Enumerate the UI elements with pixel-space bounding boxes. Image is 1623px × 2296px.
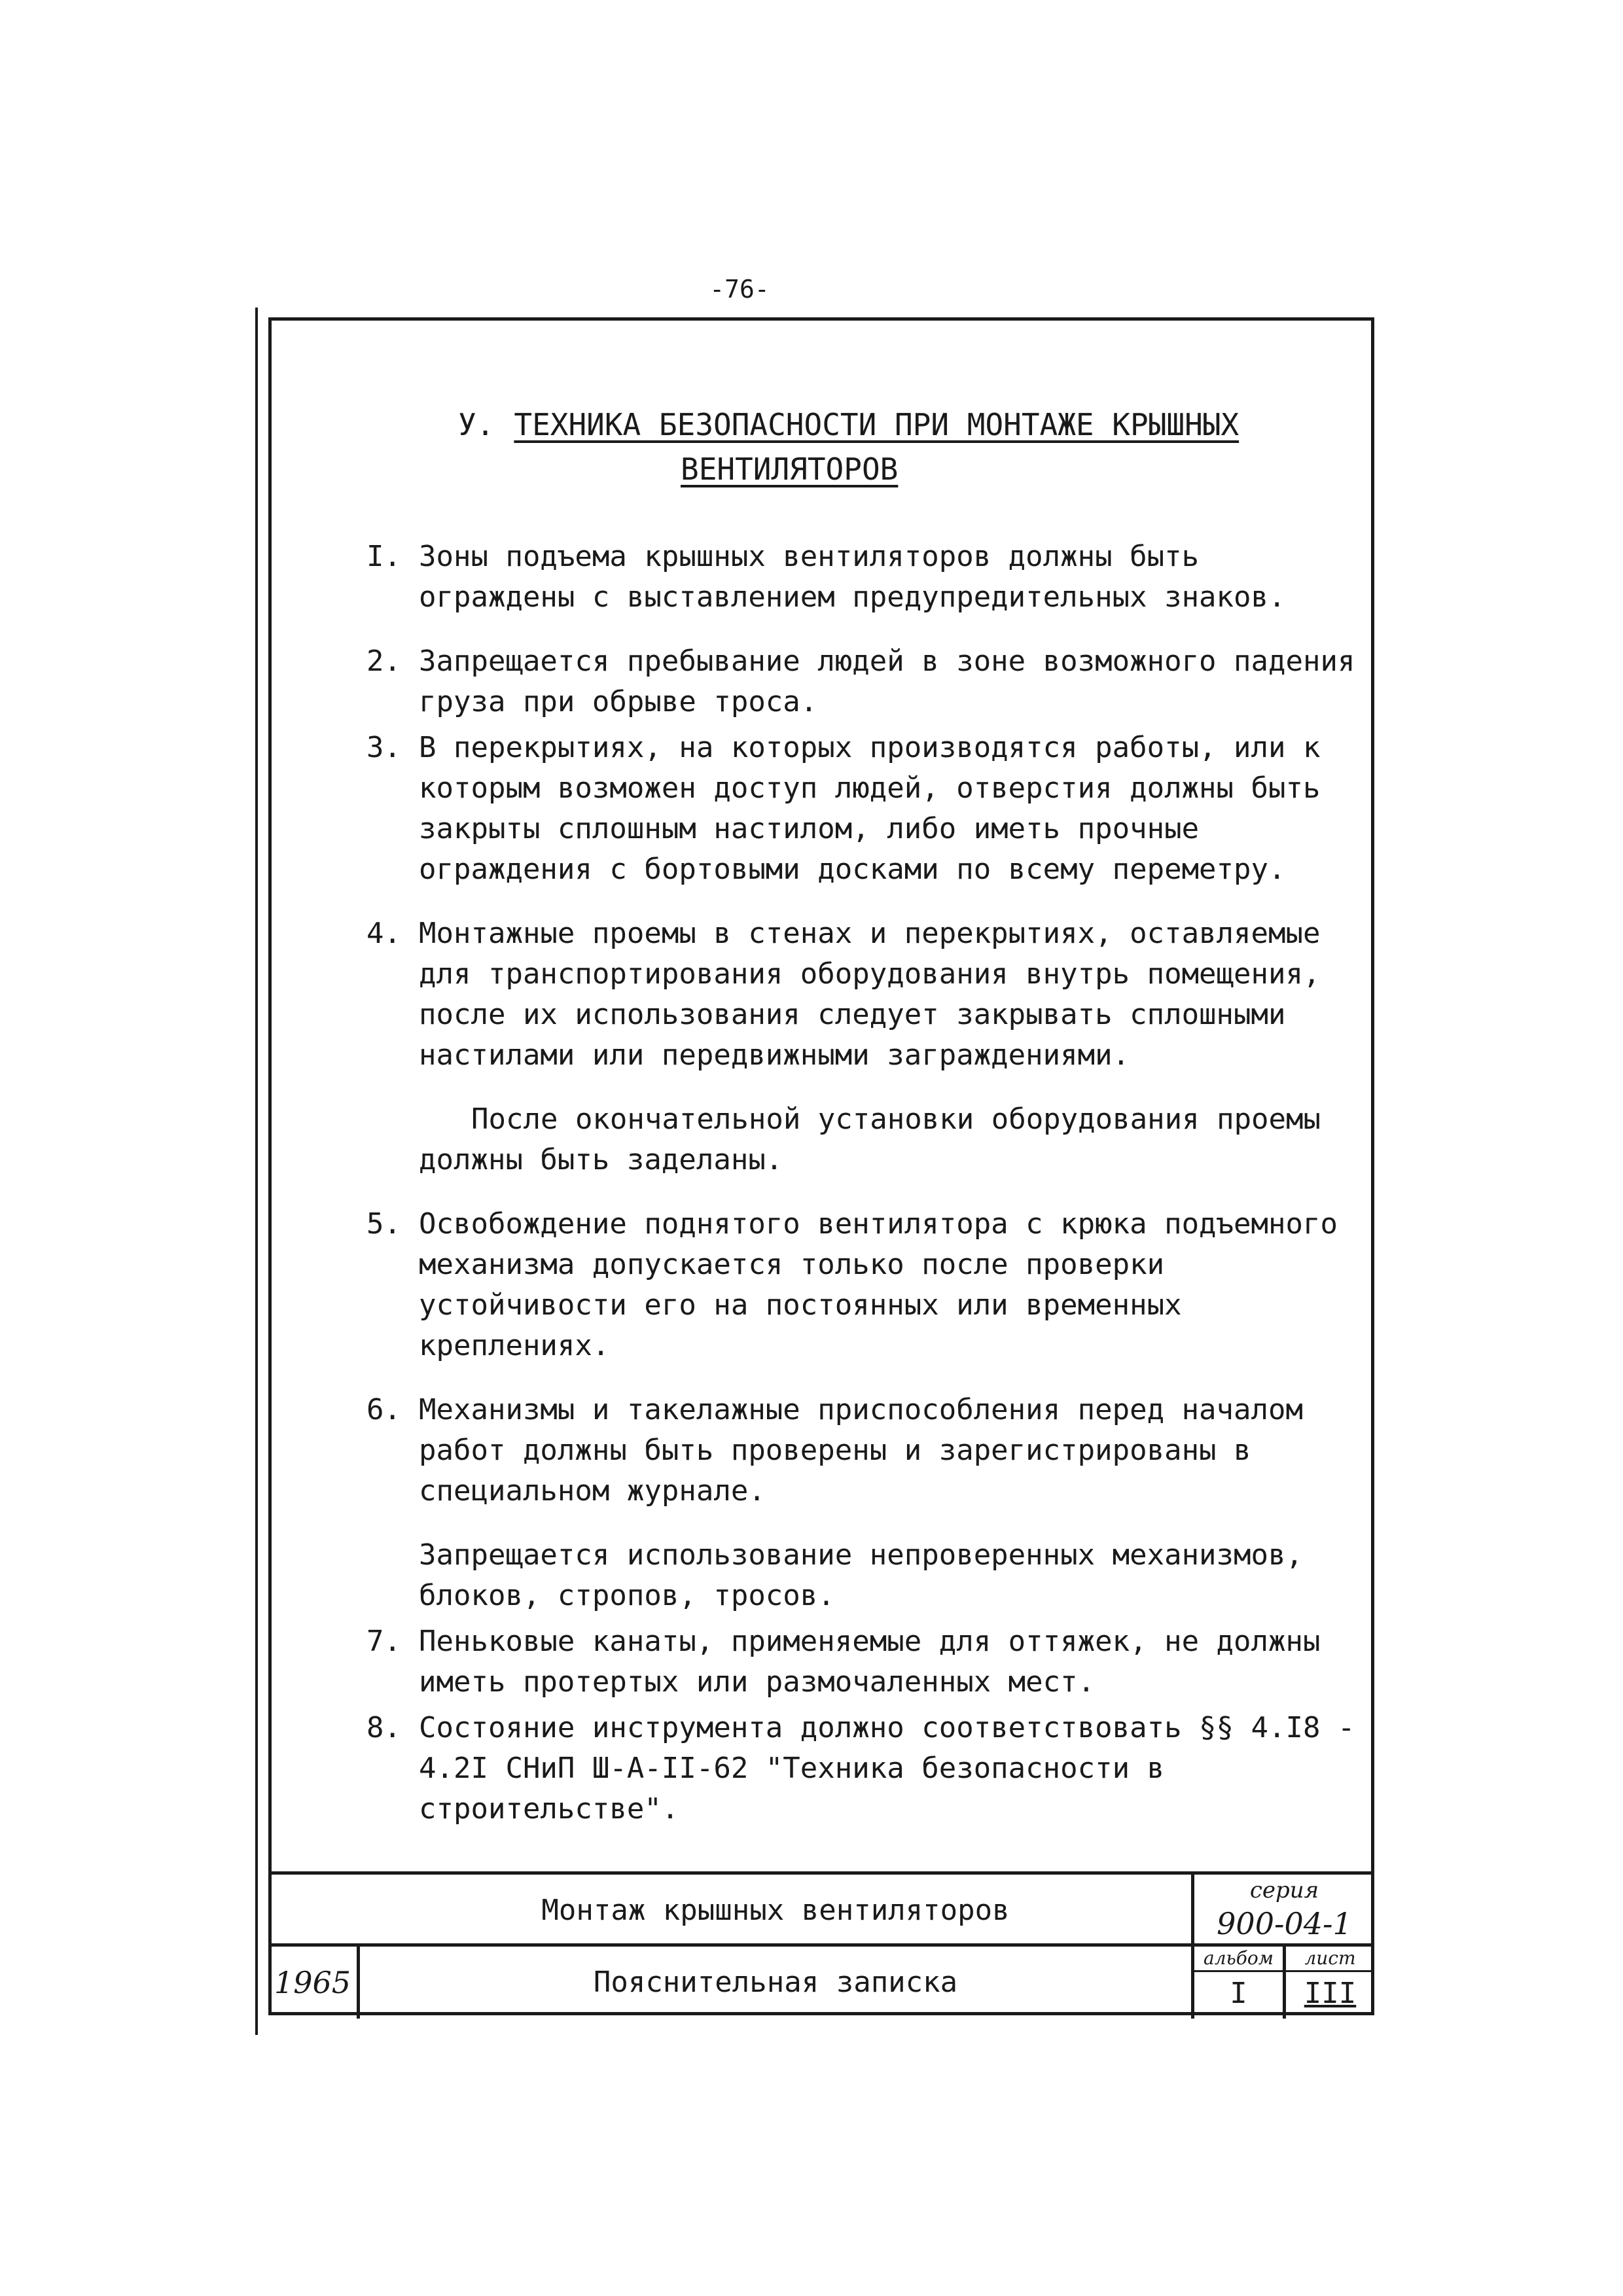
section-heading bbox=[458, 402, 1309, 491]
title-block bbox=[268, 1871, 1374, 2015]
item-text: Зоны подъема крышных вентиляторов должны быть ограждены с выставлением предупредительных знаков. bbox=[419, 540, 1286, 614]
album-label: альбом bbox=[1194, 1947, 1283, 1972]
item-number: 2. bbox=[366, 645, 401, 678]
left-margin-rule bbox=[255, 308, 258, 2035]
title-block-year: 1965 bbox=[268, 1947, 360, 2019]
item-number: 7. bbox=[366, 1625, 401, 1658]
list-item bbox=[366, 1204, 1368, 1366]
item-number: 6. bbox=[366, 1393, 401, 1426]
item-text: Состояние инструмента должно соответствовать §§ 4.I8 - 4.2I СНиП Ш-А-II-62 "Техника безопасности в строительстве". bbox=[419, 1711, 1355, 1826]
list-item bbox=[366, 1708, 1368, 1829]
list-item bbox=[366, 913, 1368, 1076]
item-text: Освобождение поднятого вентилятора с крюка подъемного механизма допускается только после проверки устойчивости его на постоянных или временных креплениях. bbox=[419, 1207, 1338, 1362]
series-label: серия bbox=[1249, 1877, 1319, 1903]
item-number: I. bbox=[366, 540, 401, 573]
sheet-cell bbox=[1286, 1947, 1374, 2019]
item-text: В перекрытиях, на которых производятся работы, или к которым возможен доступ людей, отверстия должны быть закрыты сплошным настилом, либо иметь прочные ограждения с бортовыми досками по всему перeметру. bbox=[419, 731, 1321, 886]
item-text: Монтажные проемы в стенах и перекрытиях, оставляемые для транспортирования оборудования внутрь помещения, после их использования следует закрывать сплошными настилами или передвижными заграждениями. bbox=[419, 917, 1321, 1072]
album-value: I bbox=[1230, 1977, 1247, 2010]
item-number: 3. bbox=[366, 731, 401, 764]
item-text: Запрещается пребывание людей в зоне возможного падения груза при обрыве троса. bbox=[419, 645, 1355, 718]
list-item bbox=[366, 728, 1368, 890]
item-number: 4. bbox=[366, 917, 401, 950]
section-number: У. bbox=[458, 407, 495, 442]
item-text: Пеньковые канаты, применяемые для оттяжек, не должны иметь протертых или размочаленных мест. bbox=[419, 1625, 1321, 1699]
list-item bbox=[366, 537, 1368, 618]
paragraph-after-item-6: Запрещается использование непроверенных механизмов, блоков, стропов, тросов. bbox=[419, 1538, 1304, 1612]
title-block-subtitle: Пояснительная записка bbox=[593, 1966, 958, 1999]
item-number: 5. bbox=[366, 1207, 401, 1241]
list-item bbox=[366, 641, 1368, 722]
sheet-value: III bbox=[1304, 1977, 1357, 2010]
section-title-line1: ТЕХНИКА БЕЗОПАСНОСТИ ПРИ МОНТАЖЕ КРЫШНЫХ bbox=[514, 407, 1240, 442]
section-title-line2: ВЕНТИЛЯТОРОВ bbox=[681, 451, 899, 487]
sheet-label: лист bbox=[1286, 1947, 1374, 1972]
page-number: -76- bbox=[709, 275, 770, 304]
list-item bbox=[366, 1390, 1368, 1511]
item-number: 8. bbox=[366, 1711, 401, 1744]
document-body bbox=[366, 537, 1368, 1853]
list-item bbox=[366, 1621, 1368, 1703]
series-value: 900-04-1 bbox=[1217, 1906, 1352, 1941]
album-cell bbox=[1194, 1947, 1286, 2019]
title-block-codes bbox=[1191, 1875, 1374, 2019]
paragraph-after-item-4: После окончательной установки оборудования проемы должны быть заделаны. bbox=[419, 1103, 1321, 1176]
title-block-title: Монтаж крышных вентиляторов bbox=[541, 1894, 1010, 1927]
item-text: Механизмы и такелажные приспособления перед началом работ должны быть проверены и зарегистрированы в специальном журнале. bbox=[419, 1393, 1304, 1508]
